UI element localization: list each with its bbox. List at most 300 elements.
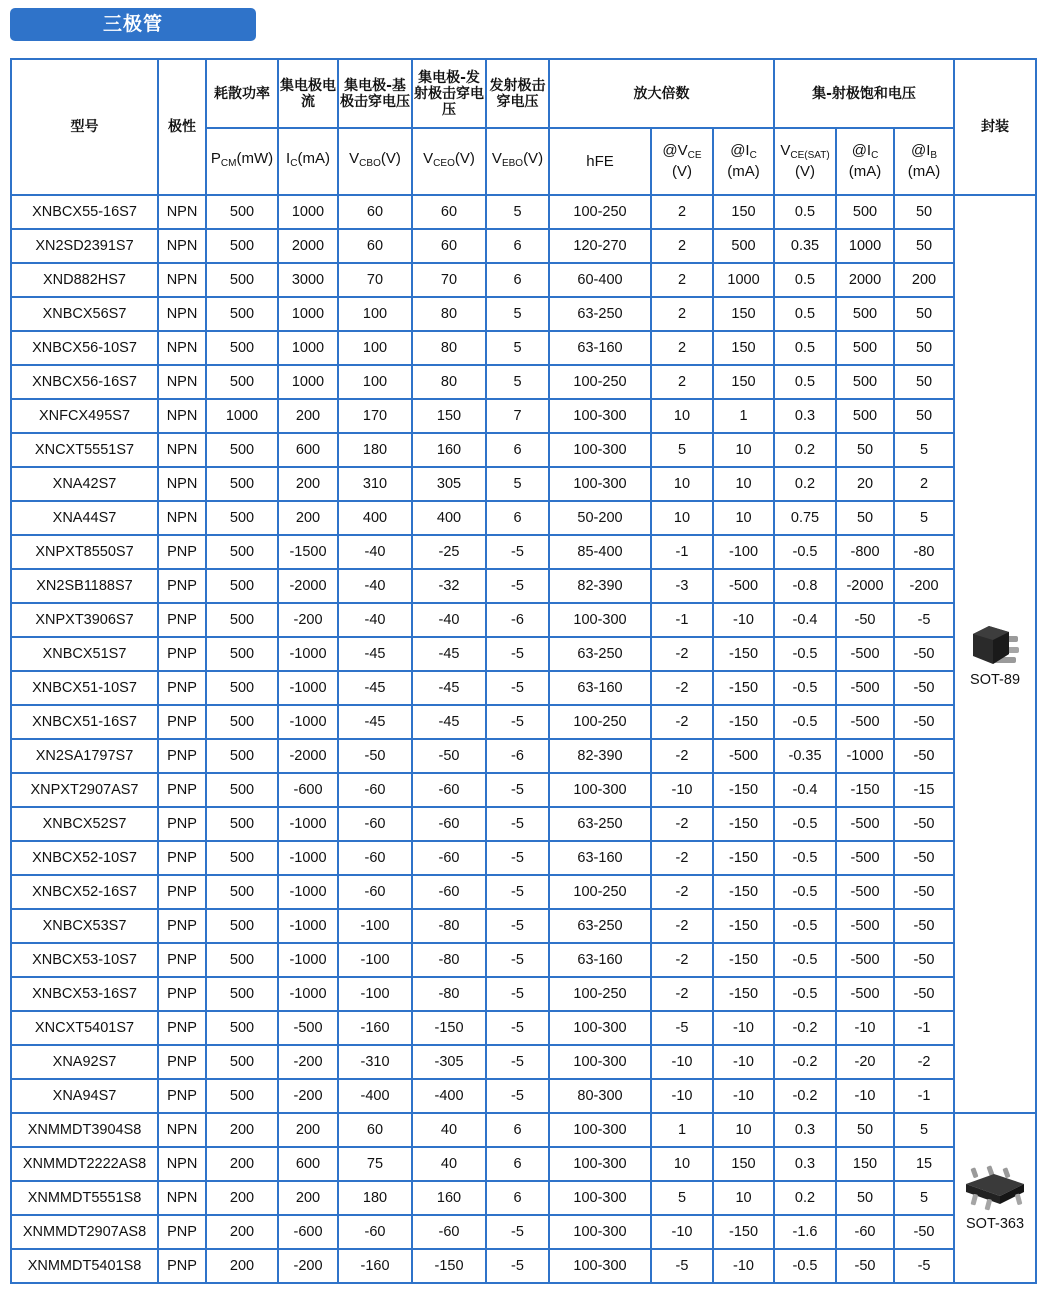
cell-vebo: 6 — [486, 1113, 549, 1147]
cell-ic: 200 — [278, 501, 338, 535]
cell-ic: 200 — [278, 1181, 338, 1215]
cell-model: XNBCX56-10S7 — [11, 331, 158, 365]
cell-ic: 200 — [278, 467, 338, 501]
cell-hfe: 63-160 — [549, 331, 651, 365]
cell-at-ic: 150 — [713, 365, 774, 399]
cell-vcbo: -100 — [338, 943, 412, 977]
cell-vebo: 6 — [486, 229, 549, 263]
cell-ic: -600 — [278, 773, 338, 807]
cell-polarity: PNP — [158, 807, 206, 841]
table-row — [11, 807, 1036, 841]
cell-vebo: 6 — [486, 501, 549, 535]
cell-vceo: 305 — [412, 467, 486, 501]
cell-vebo: -5 — [486, 705, 549, 739]
cell-vcbo: 170 — [338, 399, 412, 433]
table-row — [11, 569, 1036, 603]
table-row — [11, 637, 1036, 671]
table-row — [11, 841, 1036, 875]
cell-hfe: 100-300 — [549, 433, 651, 467]
cell-vceo: 400 — [412, 501, 486, 535]
cell-hfe: 80-300 — [549, 1079, 651, 1113]
cell-at-vce: -2 — [651, 739, 713, 773]
cell-vceo: -40 — [412, 603, 486, 637]
cell-vce-sat: -0.8 — [774, 569, 836, 603]
header-model: 型号 — [11, 59, 158, 195]
cell-vebo: -5 — [486, 943, 549, 977]
cell-sat-ib: 50 — [894, 229, 954, 263]
cell-at-vce: -10 — [651, 1079, 713, 1113]
cell-hfe: 82-390 — [549, 569, 651, 603]
cell-sat-ic: 50 — [836, 1113, 894, 1147]
cell-vceo: -305 — [412, 1045, 486, 1079]
cell-at-ic: -10 — [713, 1249, 774, 1283]
cell-power: 500 — [206, 841, 278, 875]
cell-sat-ic: 150 — [836, 1147, 894, 1181]
cell-hfe: 60-400 — [549, 263, 651, 297]
cell-at-vce: -3 — [651, 569, 713, 603]
cell-at-vce: 2 — [651, 229, 713, 263]
cell-hfe: 63-160 — [549, 671, 651, 705]
cell-sat-ib: 5 — [894, 501, 954, 535]
cell-ic: 200 — [278, 399, 338, 433]
cell-vce-sat: -0.5 — [774, 1249, 836, 1283]
cell-vce-sat: -0.5 — [774, 705, 836, 739]
table-row — [11, 603, 1036, 637]
cell-at-ic: 10 — [713, 433, 774, 467]
cell-vcbo: -310 — [338, 1045, 412, 1079]
table-header — [11, 59, 1036, 195]
cell-sat-ib: -2 — [894, 1045, 954, 1079]
cell-vceo: -45 — [412, 637, 486, 671]
cell-ic: 600 — [278, 1147, 338, 1181]
cell-power: 500 — [206, 1045, 278, 1079]
cell-polarity: PNP — [158, 637, 206, 671]
cell-sat-ic: 50 — [836, 1181, 894, 1215]
cell-at-ic: 10 — [713, 1181, 774, 1215]
unit-sat-ib: $@I_B$ (mA) — [894, 128, 954, 195]
cell-at-vce: 10 — [651, 1147, 713, 1181]
cell-model: XN2SB1188S7 — [11, 569, 158, 603]
cell-vce-sat: 0.5 — [774, 263, 836, 297]
table-row — [11, 229, 1036, 263]
cell-vceo: -80 — [412, 943, 486, 977]
table-row — [11, 875, 1036, 909]
cell-sat-ic: 50 — [836, 501, 894, 535]
cell-vcbo: -60 — [338, 841, 412, 875]
cell-vceo: -60 — [412, 1215, 486, 1249]
cell-at-vce: -10 — [651, 1215, 713, 1249]
cell-vcbo: 70 — [338, 263, 412, 297]
cell-vce-sat: -0.5 — [774, 909, 836, 943]
cell-polarity: NPN — [158, 365, 206, 399]
cell-power: 500 — [206, 705, 278, 739]
cell-polarity: PNP — [158, 1249, 206, 1283]
cell-vce-sat: -0.4 — [774, 603, 836, 637]
cell-sat-ic: -50 — [836, 603, 894, 637]
header-collector-current: 集电极电流 — [278, 59, 338, 128]
cell-vceo: -60 — [412, 841, 486, 875]
cell-vcbo: 100 — [338, 331, 412, 365]
cell-sat-ic: -500 — [836, 943, 894, 977]
header-package: 封装 — [954, 59, 1036, 195]
cell-ic: 3000 — [278, 263, 338, 297]
cell-sat-ic: -1000 — [836, 739, 894, 773]
cell-model: XNBCX55-16S7 — [11, 195, 158, 229]
cell-power: 500 — [206, 637, 278, 671]
cell-sat-ic: 2000 — [836, 263, 894, 297]
cell-polarity: PNP — [158, 739, 206, 773]
cell-vcbo: -60 — [338, 807, 412, 841]
cell-at-ic: -500 — [713, 739, 774, 773]
cell-hfe: 100-250 — [549, 977, 651, 1011]
header-vebo: 发射极击穿电压 — [486, 59, 549, 128]
package-label: SOT-363 — [966, 1216, 1025, 1232]
table-row — [11, 331, 1036, 365]
table-row — [11, 1147, 1036, 1181]
cell-at-vce: -10 — [651, 1045, 713, 1079]
cell-hfe: 50-200 — [549, 501, 651, 535]
cell-vce-sat: -0.5 — [774, 977, 836, 1011]
cell-sat-ic: -150 — [836, 773, 894, 807]
cell-polarity: NPN — [158, 399, 206, 433]
cell-polarity: NPN — [158, 229, 206, 263]
cell-ic: 1000 — [278, 331, 338, 365]
cell-vebo: 6 — [486, 1147, 549, 1181]
cell-power: 500 — [206, 433, 278, 467]
cell-vce-sat: -0.5 — [774, 807, 836, 841]
cell-sat-ib: -200 — [894, 569, 954, 603]
cell-sat-ic: -500 — [836, 909, 894, 943]
cell-model: XNA44S7 — [11, 501, 158, 535]
cell-vcbo: 60 — [338, 229, 412, 263]
cell-at-ic: -150 — [713, 807, 774, 841]
cell-at-vce: -2 — [651, 909, 713, 943]
cell-vcbo: -160 — [338, 1249, 412, 1283]
unit-vce-sat: $V_{CE(SAT)}$ (V) — [774, 128, 836, 195]
cell-vceo: 160 — [412, 433, 486, 467]
cell-vebo: 5 — [486, 331, 549, 365]
cell-power: 500 — [206, 603, 278, 637]
cell-ic: -200 — [278, 1249, 338, 1283]
cell-model: XNMMDT5551S8 — [11, 1181, 158, 1215]
table-row — [11, 773, 1036, 807]
cell-ic: -2000 — [278, 569, 338, 603]
cell-vebo: -5 — [486, 671, 549, 705]
cell-sat-ib: 5 — [894, 1181, 954, 1215]
header-polarity: 极性 — [158, 59, 206, 195]
cell-model: XNBCX53-16S7 — [11, 977, 158, 1011]
cell-model: XNA92S7 — [11, 1045, 158, 1079]
cell-at-vce: 2 — [651, 297, 713, 331]
cell-model: XN2SA1797S7 — [11, 739, 158, 773]
cell-vebo: -5 — [486, 909, 549, 943]
cell-hfe: 100-250 — [549, 195, 651, 229]
cell-model: XNBCX52-16S7 — [11, 875, 158, 909]
cell-ic: -600 — [278, 1215, 338, 1249]
cell-sat-ib: 5 — [894, 1113, 954, 1147]
cell-at-ic: -500 — [713, 569, 774, 603]
cell-vce-sat: -0.4 — [774, 773, 836, 807]
cell-model: XNBCX52-10S7 — [11, 841, 158, 875]
cell-power: 200 — [206, 1249, 278, 1283]
cell-ic: -1000 — [278, 909, 338, 943]
cell-power: 200 — [206, 1215, 278, 1249]
cell-hfe: 63-250 — [549, 909, 651, 943]
cell-vce-sat: 0.3 — [774, 1147, 836, 1181]
cell-at-ic: -10 — [713, 1045, 774, 1079]
cell-vcbo: -100 — [338, 909, 412, 943]
cell-sat-ic: -10 — [836, 1011, 894, 1045]
cell-power: 1000 — [206, 399, 278, 433]
cell-at-ic: 150 — [713, 331, 774, 365]
cell-sat-ic: 500 — [836, 195, 894, 229]
cell-sat-ib: 50 — [894, 399, 954, 433]
cell-polarity: PNP — [158, 1079, 206, 1113]
cell-sat-ib: 2 — [894, 467, 954, 501]
cell-sat-ib: -50 — [894, 705, 954, 739]
table-row — [11, 365, 1036, 399]
table-row — [11, 1045, 1036, 1079]
cell-vce-sat: -0.5 — [774, 637, 836, 671]
table-row — [11, 1249, 1036, 1283]
cell-vebo: -5 — [486, 1249, 549, 1283]
header-vcbo: 集电极-基极击穿电压 — [338, 59, 412, 128]
cell-polarity: PNP — [158, 841, 206, 875]
cell-polarity: PNP — [158, 569, 206, 603]
cell-vce-sat: 0.35 — [774, 229, 836, 263]
cell-ic: -1000 — [278, 637, 338, 671]
cell-model: XNBCX53S7 — [11, 909, 158, 943]
package-label: SOT-89 — [970, 672, 1021, 688]
cell-at-vce: 10 — [651, 399, 713, 433]
unit-at-vce: $@V_{CE}$ (V) — [651, 128, 713, 195]
cell-sat-ib: -80 — [894, 535, 954, 569]
cell-vce-sat: 0.5 — [774, 195, 836, 229]
cell-at-ic: -150 — [713, 977, 774, 1011]
cell-vce-sat: 0.3 — [774, 1113, 836, 1147]
cell-at-ic: -150 — [713, 1215, 774, 1249]
cell-vcbo: 100 — [338, 297, 412, 331]
cell-power: 500 — [206, 297, 278, 331]
cell-model: XNPXT3906S7 — [11, 603, 158, 637]
cell-polarity: NPN — [158, 297, 206, 331]
cell-at-vce: 10 — [651, 501, 713, 535]
cell-polarity: PNP — [158, 1011, 206, 1045]
cell-polarity: PNP — [158, 535, 206, 569]
cell-vceo: -45 — [412, 705, 486, 739]
unit-hfe: hFE — [549, 128, 651, 195]
cell-vcbo: -60 — [338, 1215, 412, 1249]
cell-vebo: 5 — [486, 365, 549, 399]
cell-polarity: PNP — [158, 943, 206, 977]
cell-hfe: 100-300 — [549, 773, 651, 807]
cell-vce-sat: 0.5 — [774, 365, 836, 399]
table-row — [11, 977, 1036, 1011]
cell-power: 500 — [206, 943, 278, 977]
cell-vceo: -60 — [412, 773, 486, 807]
cell-at-vce: -1 — [651, 603, 713, 637]
cell-model: XNMMDT2222AS8 — [11, 1147, 158, 1181]
cell-polarity: PNP — [158, 1045, 206, 1079]
cell-at-vce: -2 — [651, 671, 713, 705]
cell-hfe: 100-300 — [549, 1181, 651, 1215]
cell-polarity: NPN — [158, 1113, 206, 1147]
cell-model: XNA94S7 — [11, 1079, 158, 1113]
cell-polarity: PNP — [158, 603, 206, 637]
cell-at-ic: -150 — [713, 773, 774, 807]
cell-power: 500 — [206, 739, 278, 773]
table-row — [11, 739, 1036, 773]
cell-sat-ib: -50 — [894, 977, 954, 1011]
cell-ic: 200 — [278, 1113, 338, 1147]
cell-model: XNMMDT5401S8 — [11, 1249, 158, 1283]
table-row — [11, 1079, 1036, 1113]
cell-hfe: 63-160 — [549, 943, 651, 977]
cell-at-ic: -100 — [713, 535, 774, 569]
cell-hfe: 82-390 — [549, 739, 651, 773]
table-row — [11, 909, 1036, 943]
cell-polarity: PNP — [158, 909, 206, 943]
cell-power: 500 — [206, 807, 278, 841]
cell-at-ic: 10 — [713, 1113, 774, 1147]
cell-power: 200 — [206, 1181, 278, 1215]
cell-vceo: 160 — [412, 1181, 486, 1215]
cell-vebo: 7 — [486, 399, 549, 433]
cell-at-vce: -10 — [651, 773, 713, 807]
header-saturation: 集-射极饱和电压 — [774, 59, 954, 128]
cell-vebo: -6 — [486, 739, 549, 773]
cell-sat-ic: -500 — [836, 671, 894, 705]
cell-hfe: 100-300 — [549, 467, 651, 501]
cell-vce-sat: 0.5 — [774, 297, 836, 331]
cell-sat-ib: -50 — [894, 739, 954, 773]
cell-power: 500 — [206, 909, 278, 943]
cell-vce-sat: 0.3 — [774, 399, 836, 433]
cell-at-vce: -2 — [651, 637, 713, 671]
cell-sat-ic: -60 — [836, 1215, 894, 1249]
cell-model: XNMMDT2907AS8 — [11, 1215, 158, 1249]
cell-at-vce: -1 — [651, 535, 713, 569]
cell-hfe: 63-250 — [549, 807, 651, 841]
cell-vce-sat: -0.5 — [774, 875, 836, 909]
cell-at-vce: 2 — [651, 331, 713, 365]
table-row — [11, 671, 1036, 705]
cell-vceo: -32 — [412, 569, 486, 603]
cell-polarity: PNP — [158, 773, 206, 807]
cell-vceo: 70 — [412, 263, 486, 297]
cell-vebo: -6 — [486, 603, 549, 637]
cell-power: 500 — [206, 501, 278, 535]
cell-vceo: -50 — [412, 739, 486, 773]
cell-at-vce: 2 — [651, 365, 713, 399]
cell-vce-sat: -0.2 — [774, 1079, 836, 1113]
cell-at-ic: -10 — [713, 1011, 774, 1045]
cell-ic: -1000 — [278, 977, 338, 1011]
cell-vceo: -60 — [412, 875, 486, 909]
cell-vceo: 80 — [412, 365, 486, 399]
cell-polarity: PNP — [158, 1215, 206, 1249]
cell-ic: -1500 — [278, 535, 338, 569]
cell-hfe: 120-270 — [549, 229, 651, 263]
cell-vebo: -5 — [486, 637, 549, 671]
cell-sat-ib: -50 — [894, 1215, 954, 1249]
cell-vceo: -150 — [412, 1249, 486, 1283]
cell-sat-ib: 50 — [894, 331, 954, 365]
cell-hfe: 100-300 — [549, 1249, 651, 1283]
cell-vebo: -5 — [486, 569, 549, 603]
unit-pcm: $P_{CM}(mW)$ — [206, 128, 278, 195]
cell-model: XND882HS7 — [11, 263, 158, 297]
package-cell — [954, 1113, 1036, 1283]
cell-polarity: NPN — [158, 1147, 206, 1181]
cell-polarity: NPN — [158, 1181, 206, 1215]
cell-sat-ic: -500 — [836, 807, 894, 841]
unit-vceo: $V_{CEO}(V)$ — [412, 128, 486, 195]
header-vceo: 集电极-发射极击穿电压 — [412, 59, 486, 128]
cell-ic: -1000 — [278, 671, 338, 705]
cell-at-vce: 2 — [651, 263, 713, 297]
cell-vcbo: 180 — [338, 433, 412, 467]
cell-vce-sat: 0.5 — [774, 331, 836, 365]
cell-sat-ib: -50 — [894, 671, 954, 705]
cell-hfe: 63-250 — [549, 637, 651, 671]
cell-hfe: 100-250 — [549, 705, 651, 739]
cell-ic: -1000 — [278, 841, 338, 875]
cell-sat-ic: -500 — [836, 875, 894, 909]
cell-vce-sat: 0.2 — [774, 433, 836, 467]
cell-vce-sat: -0.5 — [774, 841, 836, 875]
header-gain: 放大倍数 — [549, 59, 774, 128]
cell-hfe: 63-160 — [549, 841, 651, 875]
cell-hfe: 100-300 — [549, 1215, 651, 1249]
cell-ic: -200 — [278, 603, 338, 637]
cell-sat-ib: 200 — [894, 263, 954, 297]
cell-vcbo: -160 — [338, 1011, 412, 1045]
cell-sat-ic: 500 — [836, 399, 894, 433]
cell-polarity: PNP — [158, 705, 206, 739]
cell-polarity: NPN — [158, 467, 206, 501]
cell-vcbo: -45 — [338, 705, 412, 739]
cell-sat-ic: 500 — [836, 365, 894, 399]
cell-at-vce: -2 — [651, 875, 713, 909]
cell-vce-sat: -0.2 — [774, 1045, 836, 1079]
cell-model: XNCXT5551S7 — [11, 433, 158, 467]
cell-model: XNBCX52S7 — [11, 807, 158, 841]
cell-sat-ib: 5 — [894, 433, 954, 467]
cell-ic: 2000 — [278, 229, 338, 263]
cell-vceo: 40 — [412, 1113, 486, 1147]
cell-at-vce: -5 — [651, 1249, 713, 1283]
cell-model: XNFCX495S7 — [11, 399, 158, 433]
cell-at-ic: -150 — [713, 671, 774, 705]
cell-ic: 1000 — [278, 365, 338, 399]
cell-polarity: NPN — [158, 263, 206, 297]
cell-power: 500 — [206, 569, 278, 603]
cell-power: 500 — [206, 977, 278, 1011]
table-row — [11, 297, 1036, 331]
cell-polarity: PNP — [158, 671, 206, 705]
cell-vebo: -5 — [486, 1079, 549, 1113]
cell-model: XNMMDT3904S8 — [11, 1113, 158, 1147]
cell-hfe: 100-300 — [549, 1045, 651, 1079]
cell-power: 500 — [206, 535, 278, 569]
cell-power: 500 — [206, 365, 278, 399]
table-row — [11, 1215, 1036, 1249]
table-row — [11, 433, 1036, 467]
cell-vebo: -5 — [486, 1011, 549, 1045]
cell-at-ic: 10 — [713, 501, 774, 535]
cell-sat-ic: -500 — [836, 637, 894, 671]
